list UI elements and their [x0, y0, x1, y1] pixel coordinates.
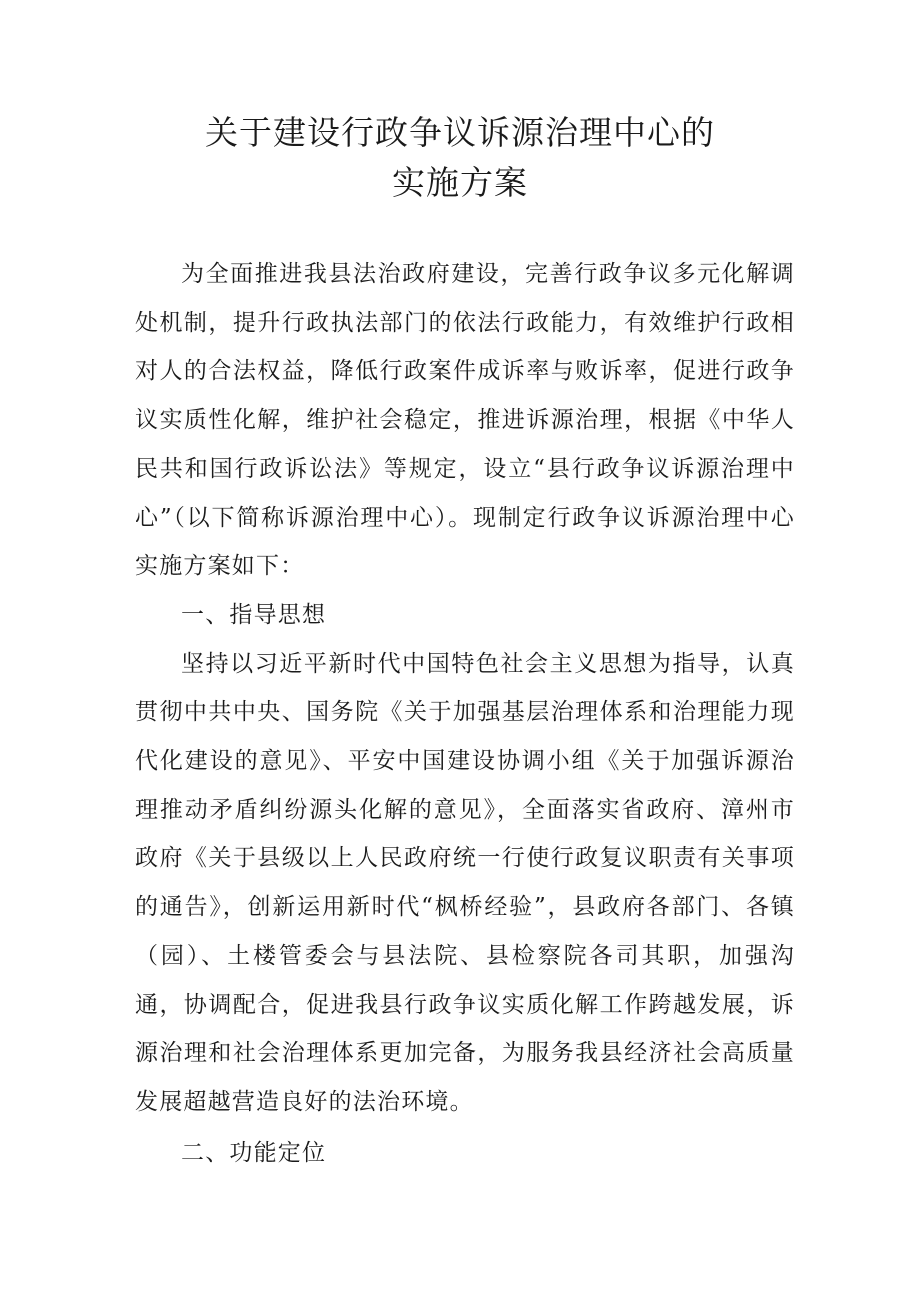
document-body: [135, 250, 795, 1177]
section-heading-functional-positioning: 二、功能定位: [181, 1139, 327, 1166]
title-line-1: 关于建设行政争议诉源治理中心的: [205, 113, 715, 152]
guiding-ideology-paragraph: 坚持以习近平新时代中国特色社会主义思想为指导，认真贯彻中共中央、国务院《关于加强基层治理体系和治理能力现代化建设的意见》、平安中国建设协调小组《关于加强诉源治理推动矛盾纠纷源头化解的意见》，全面落实省政府、漳州市政府《关于县级以上人民政府统一行使行政复议职责有关事项的通告》，创新运用新时代“枫桥经验”，县政府各部门、各镇（园）、土楼管委会与县法院、县检察院各司其职，加强沟通，协调配合，促进我县行政争议实质化解工作跨越发展，诉源治理和社会治理体系更加完备，为服务我县经济社会高质量发展超越营造良好的法治环境。: [135, 650, 795, 1115]
title-line-2: 实施方案: [392, 163, 528, 202]
section-heading-guiding-ideology: 一、指导思想: [181, 601, 327, 628]
document-title: [0, 108, 920, 208]
intro-paragraph: 为全面推进我县法治政府建设，完善行政争议多元化解调处机制，提升行政执法部门的依法行政能力，有效维护行政相对人的合法权益，降低行政案件成诉率与败诉率，促进行政争议实质性化解，维护社会稳定，推进诉源治理，根据《中华人民共和国行政诉讼法》等规定，设立“县行政争议诉源治理中心”（以下简称诉源治理中心）。现制定行政争议诉源治理中心实施方案如下：: [135, 261, 795, 580]
